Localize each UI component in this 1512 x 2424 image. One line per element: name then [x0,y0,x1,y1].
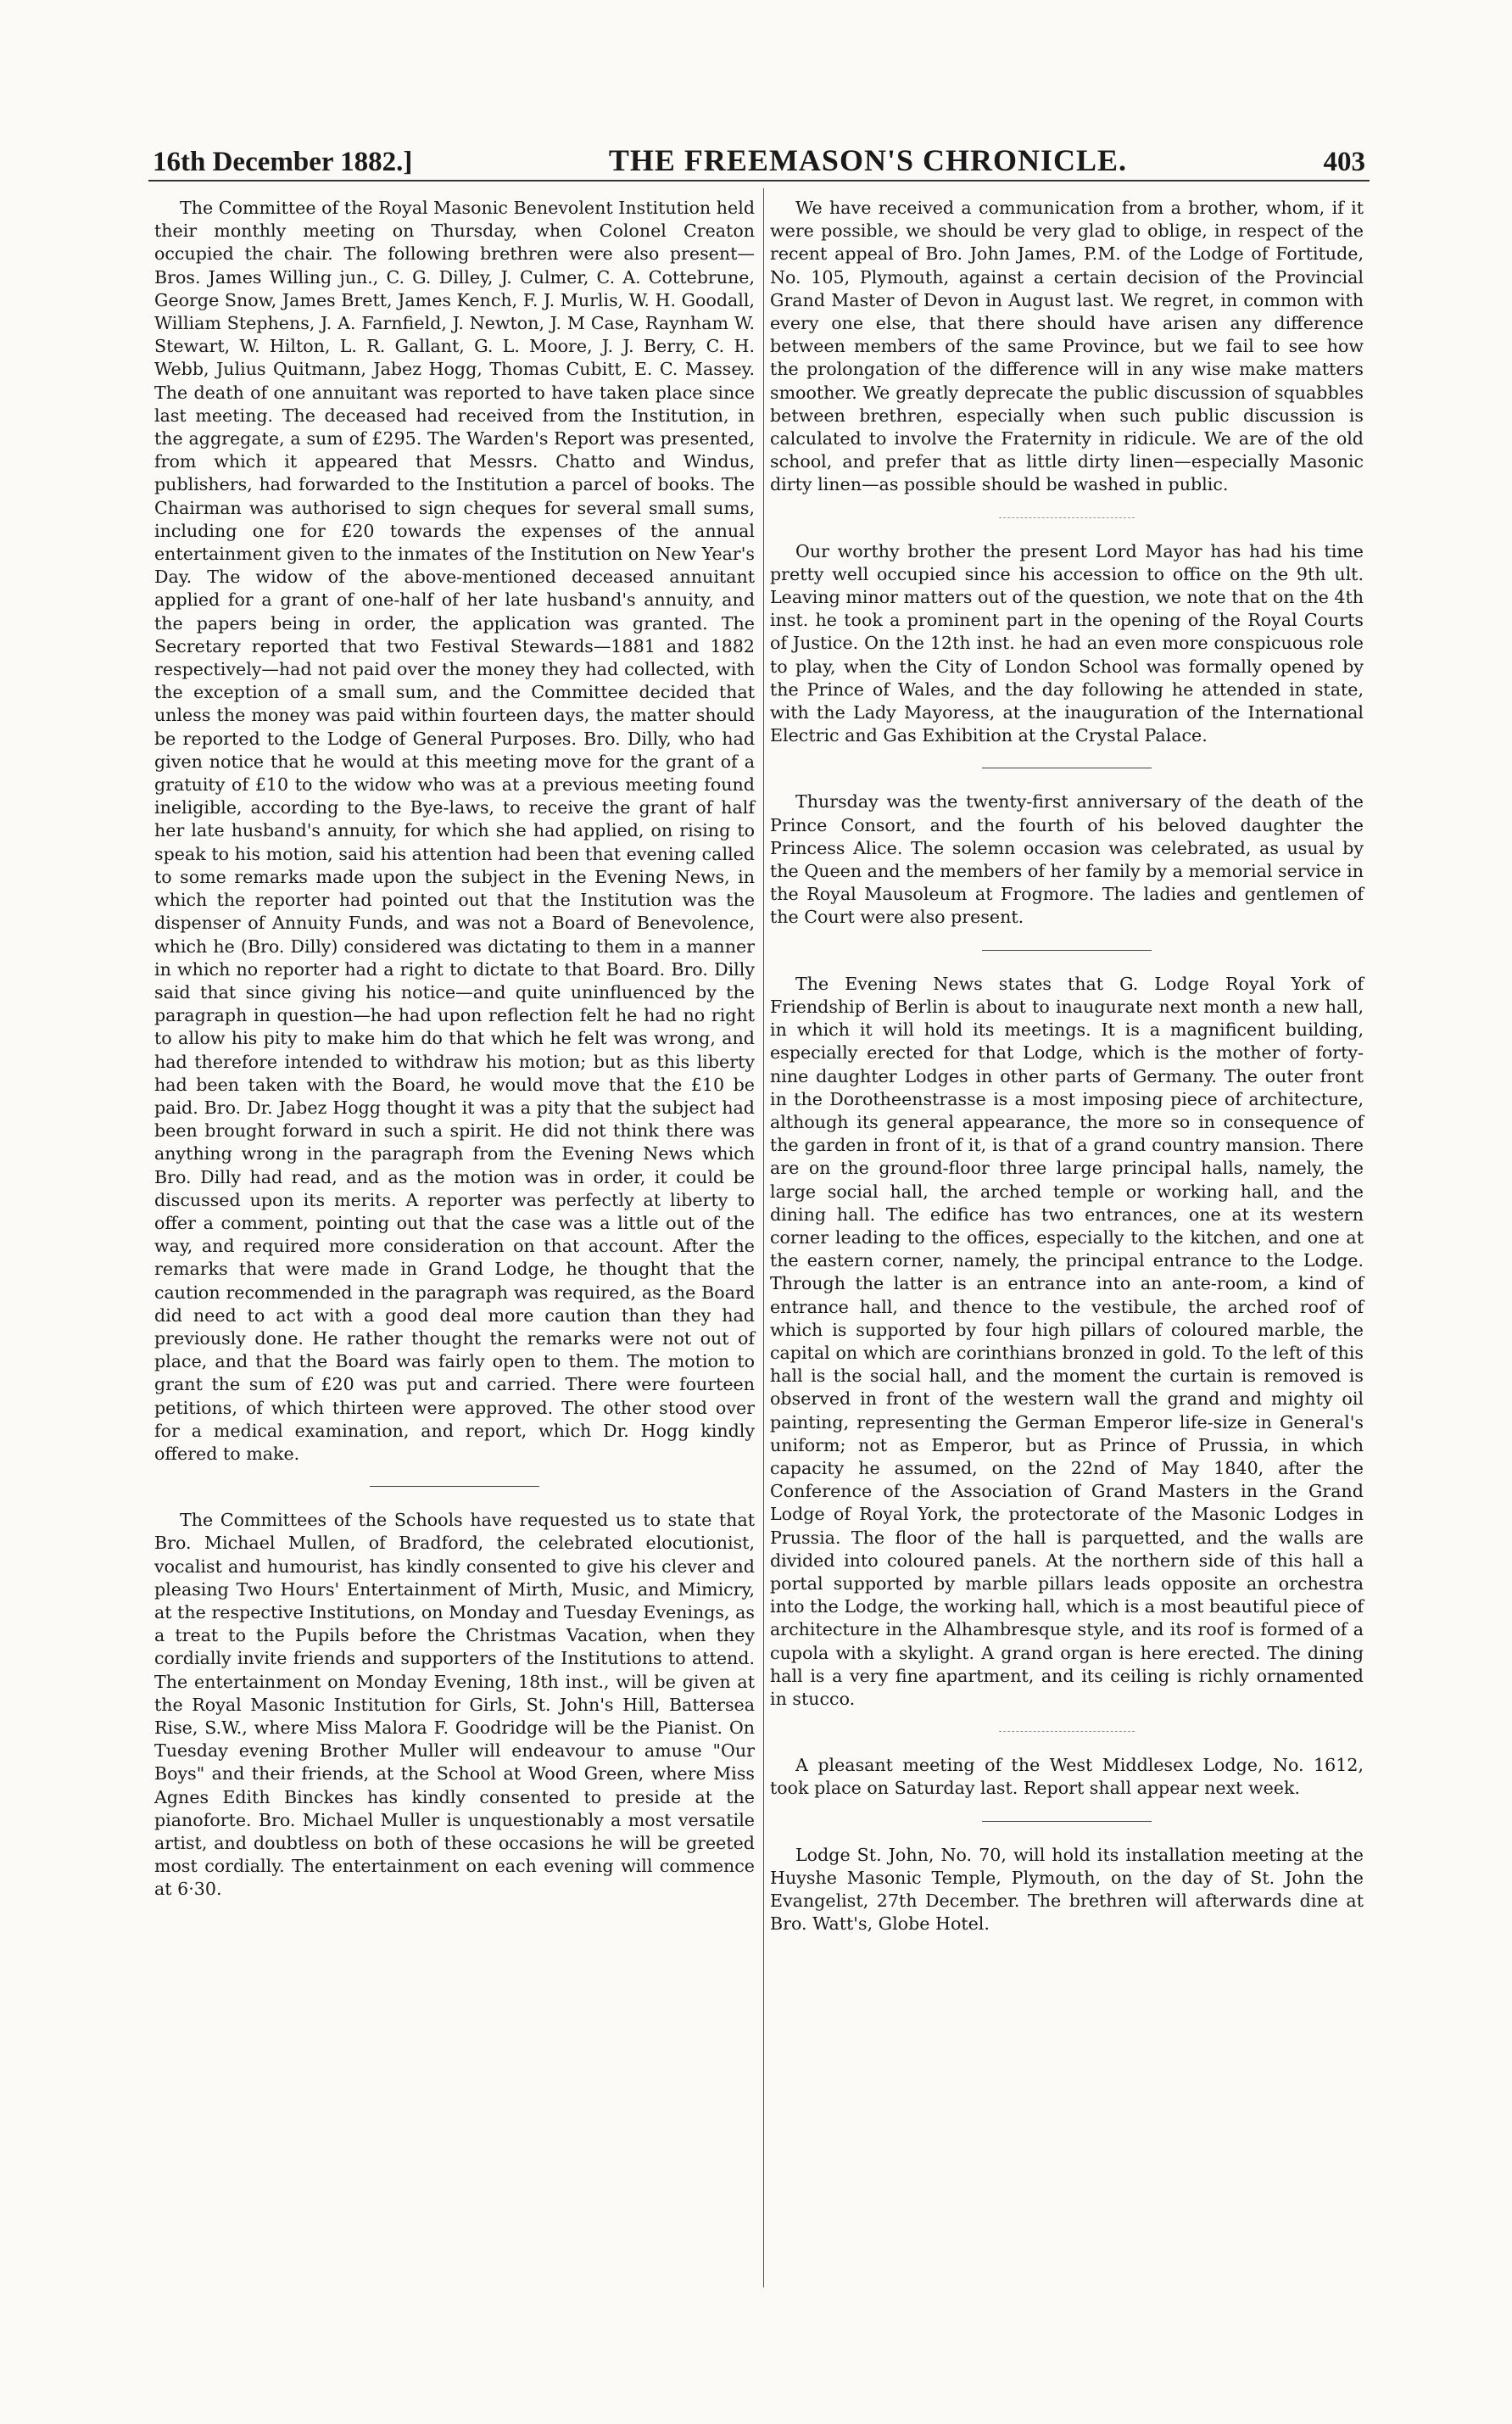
article-berlin-lodge: The Evening News states that G. Lodge Royal York of Friendship of Berlin is about to inaugurate next month a new hall, in which it will hold its meetings. It is a magnificent building, especially erected for that Lodge, which is the mother of forty-nine daughter Lodges in other parts of Germany. The outer front in the Dorotheenstrasse is a most imposing piece of architecture, although its general appearance, the more so in consequence of the garden in front of it, is that of a grand country mansion. There are on the ground-floor three large principal halls, namely, the large social hall, the arched temple or working hall, and the dining hall. The edifice has two entrances, one at its western corner leading to the offices, especially to the kitchen, and one at the eastern corner, namely, the principal entrance to the Lodge. Through the latter is an entrance into an ante-room, a kind of entrance hall, and thence to the vestibule, the arched roof of which is supported by four high pillars of coloured marble, the capital on which are corinthians bronzed in gold. To the left of this hall is the social hall, and the moment the curtain is removed is observed in front of the western wall the grand and mighty oil painting, representing the German Emperor life-size in General's uniform; not as Emperor, but as Prince of Prussia, in which capacity he assumed, on the 22nd of May 1840, after the Conference of the Association of Grand Masters in the Grand Lodge of Royal York, the protectorate of the Masonic Lodges in Prussia. The floor of the hall is parquetted, and the walls are divided into coloured panels. At the northern side of this hall a portal supported by marble pillars leads opposite an orchestra into the Lodge, the working hall, which is a most beautiful piece of architecture in the Alhambresque style, and its roof is formed of a cupola with a skylight. A grand organ is here erected. The dining hall is a very fine apartment, and its ceiling is richly ornamented in stucco. [770,973,1364,1709]
page-number: 403 [1323,147,1365,177]
article-separator [999,1731,1135,1732]
page-header [153,142,1365,178]
column-divider [763,188,764,2287]
issue-date: 16th December 1882.] [153,147,413,177]
article-lodge-st-john: Lodge St. John, No. 70, will hold its installation meeting at the Huyshe Masonic Temple, Plymouth, on the day of St. John the Evangelist, 27th December. The brethren will afterwards dine at Bro. Watt's, Globe Hotel. [770,1844,1364,1935]
article-schools-entertainment: The Committees of the Schools have requested us to state that Bro. Michael Mullen, of Bradford, the celebrated elocutionist, vocalist and humourist, has kindly consented to give his clever and pleasing Two Hours' Entertainment of Mirth, Music, and Mimicry, at the respective Institutions, on Monday and Tuesday Evenings, as a treat to the Pupils before the Christmas Vacation, when they cordially invite friends and supporters of the Institutions to attend. The entertainment on Monday Evening, 18th inst., will be given at the Royal Masonic Institution for Girls, St. John's Hill, Battersea Rise, S.W., where Miss Malora F. Goodridge will be the Pianist. On Tuesday evening Brother Muller will endeavour to amuse "Our Boys" and their friends, at the School at Wood Green, where Miss Agnes Edith Binckes has kindly consented to preside at the pianoforte. Bro. Michael Muller is unquestionably a most versatile artist, and doubtless on both of these occasions he will be greeted most cordially. The entertainment on each evening will commence at 6·30. [154,1510,755,1900]
left-column [154,197,755,1902]
right-column [770,197,1364,1935]
article-separator [999,517,1135,518]
article-west-middlesex: A pleasant meeting of the West Middlesex Lodge, No. 1612, took place on Saturday last. Report shall appear next week. [770,1755,1364,1799]
header-rule [148,180,1370,182]
article-separator [370,1486,539,1487]
article-benevolent-institution: The Committee of the Royal Masonic Benevolent Institution held their monthly meeting on Thursday, when Colonel Creaton occupied the chair. The following brethren were also present—Bros. James Willing jun., C. G. Dilley, J. Culmer, C. A. Cottebrune, George Snow, James Brett, James Kench, F. J. Murlis, W. H. Goodall, William Stephens, J. A. Farnfield, J. Newton, J. M Case, Raynham W. Stewart, W. Hilton, L. R. Gallant, G. L. Moore, J. J. Berry, C. H. Webb, Julius Quitmann, Jabez Hogg, Thomas Cubitt, E. C. Massey. The death of one annuitant was reported to have taken place since last meeting. The deceased had received from the Institution, in the aggregate, a sum of £295. The Warden's Report was presented, from which it appeared that Messrs. Chatto and Windus, publishers, had forwarded to the Institution a parcel of books. The Chairman was authorised to sign cheques for several small sums, including one for £20 towards the expenses of the annual entertainment given to the inmates of the Institution on New Year's Day. The widow of the above-mentioned deceased annuitant applied for a grant of one-half of her late husband's annuity, and the papers being in order, the application was granted. The Secretary reported that two Festival Stewards—1881 and 1882 respectively—had not paid over the money they had collected, with the exception of a small sum, and the Committee decided that unless the money was paid within fourteen days, the matter should be reported to the Lodge of General Purposes. Bro. Dilly, who had given notice that he would at this meeting move for the grant of a gratuity of £10 to the widow who was at a previous meeting found ineligible, according to the Bye-laws, to receive the grant of half her late husband's annuity, for which she had applied, on rising to speak to his motion, said his attention had been that evening called to some remarks made upon the subject in the Evening News, in which the reporter had pointed out that the Institution was the dispenser of Annuity Funds, and was not a Board of Benevolence, which he (Bro. Dilly) considered was dictating to them in a manner in which no reporter had a right to dictate to that Board. Bro. Dilly said that since giving his notice—and quite uninfluenced by the paragraph in question—he had upon reflection felt he had no right to allow his pity to make him do that which he felt was wrong, and had therefore intended to withdraw his motion; but as this liberty had been taken with the Board, he would move that the £10 be paid. Bro. Dr. Jabez Hogg thought it was a pity that the subject had been brought forward in such a spirit. He did not think there was anything wrong in the paragraph from the Evening News which Bro. Dilly had read, and as the motion was in order, it could be discussed upon its merits. A reporter was perfectly at liberty to offer a comment, pointing out that the case was a little out of the way, and required more consideration on that account. After the remarks that were made in Grand Lodge, he thought that the caution recommended in the paragraph was required, as the Board did need to act with a good deal more caution than they had previously done. He rather thought the remarks were not out of place, and that the Board was fairly open to them. The motion to grant the sum of £20 was put and carried. There were fourteen petitions, of which thirteen were approved. The other stood over for a medical examination, and report, which Dr. Hogg kindly offered to make. [154,198,755,1464]
article-separator [982,950,1152,951]
article-separator [982,1821,1152,1822]
publication-title: THE FREEMASON'S CHRONICLE. [608,143,1127,177]
article-lord-mayor: Our worthy brother the present Lord Mayor has had his time pretty well occupied since his accession to office on the 9th ult. Leaving minor matters out of the question, we note that on the 4th inst. he took a prominent part in the opening of the Royal Courts of Justice. On the 12th inst. he had an even more conspicuous role to play, when the City of London School was formally opened by the Prince of Wales, and the day following he attended in state, with the Lady Mayoress, at the inauguration of the International Electric and Gas Exhibition at the Crystal Palace. [770,540,1364,746]
article-plymouth-appeal: We have received a communication from a brother, whom, if it were possible, we should be very glad to oblige, in respect of the recent appeal of Bro. John James, P.M. of the Lodge of Fortitude, No. 105, Plymouth, against a certain decision of the Provincial Grand Master of Devon in August last. We regret, in common with every one else, that there should have arisen any difference between members of the same Province, but we fail to see how the prolongation of the difference will in any wise make matters smoother. We greatly deprecate the public discussion of squabbles between brethren, especially when such public discussion is calculated to involve the Fraternity in ridicule. We are of the old school, and prefer that as little dirty linen—especially Masonic dirty linen—as possible should be washed in public. [770,198,1364,495]
article-prince-consort: Thursday was the twenty-first anniversary of the death of the Prince Consort, and the fourth of his beloved daughter the Princess Alice. The solemn occasion was celebrated, as usual by the Queen and the members of her family by a memorial service in the Royal Mausoleum at Frogmore. The ladies and gentlemen of the Court were also present. [770,791,1364,928]
